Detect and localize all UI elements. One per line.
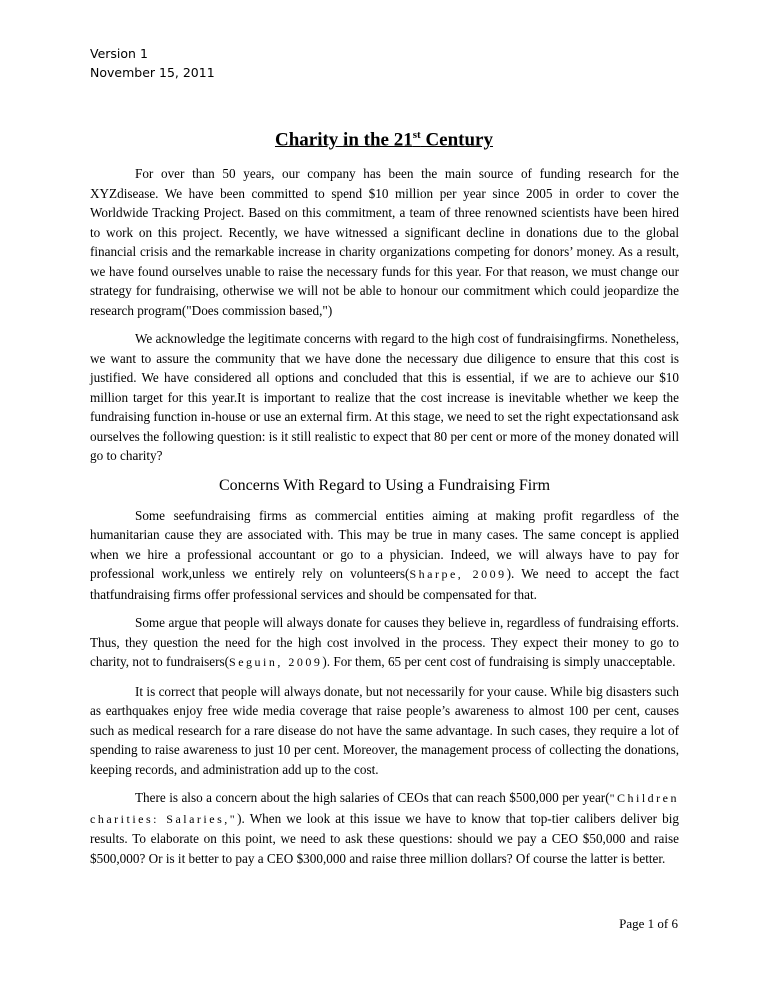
citation-seguin: Seguin, 2009 xyxy=(229,655,323,669)
title-text-post: Century xyxy=(420,129,493,151)
paragraph-6-text: There is also a concern about the high salaries of CEOs that can reach $500,000 per year( xyxy=(135,790,610,805)
paragraph-4 xyxy=(90,613,679,673)
paragraph-4-text: Some argue that people will always donate for causes they believe in, regardless of fundraising efforts. Thus, they question the need for the high cost involved in the process. They expect their money to go to charity, not to fundraisers( xyxy=(90,615,679,669)
section-heading: Concerns With Regard to Using a Fundraising Firm xyxy=(218,476,551,494)
page-number: Page 1 of 6 xyxy=(619,916,678,931)
document-header xyxy=(90,44,215,82)
paragraph-5: It is correct that people will always donate, but not necessarily for your cause. While big disasters such as earthquakes enjoy free wide media coverage that raise people’s awareness to almost 100 per cent, causes such as medical research for a rare disease do not have the same advantage. In such cases, they require a lot of spending to raise awareness to just 10 per cent. Moreover, the management process of collecting the donations, keeping records, and administration add up to the cost. xyxy=(90,683,679,777)
title-text-pre: Charity in the 21 xyxy=(274,129,413,151)
page-title xyxy=(0,129,768,151)
document-body xyxy=(90,164,679,877)
paragraph-2: We acknowledge the legitimate concerns with regard to the high cost of fundraisingfirms. Nonetheless, we want to assure the community that we have done the necessary due diligence to ensure that this cost is justified. We have considered all options and concluded that this is essential, if we are to achieve our $10 million target for this year.It is important to realize that the cost increase is inevitable whether we keep the fundraising function in-house or use an external firm. At this stage, we need to set the right expectationsand ask ourselves the following question: is it still realistic to expect that 80 per cent or more of the money donated will go to charity? xyxy=(90,331,679,463)
paragraph-6 xyxy=(90,788,679,868)
paragraph-1: For over than 50 years, our company has been the main source of funding research for the XYZdisease. We have been committed to spend $10 million per year since 2005 in order to cover the Worldwide Tracking Project. Based on this commitment, a team of three renowned scientists have been hired to work on this project. Recently, we have witnessed a significant decline in donations due to the global financial crisis and the remarkable increase in charity organizations competing for donors’ money. As a result, we have found ourselves unable to raise the necessary funds for this year. For that reason, we must change our strategy for fundraising, otherwise we will not be able to honour our commitment which could jeopardize the research program("Does commission based,") xyxy=(90,166,679,318)
paragraph-3-text: Some seefundraising firms as commercial entities aiming at making profit regardless of the humanitarian cause they are associated with. This may be true in many cases. The same concept is applied when we hire a professional accountant or go to a physician. Indeed, we will always have to pay for professional work,unless we entirely rely on volunteers( xyxy=(90,507,679,581)
paragraph-6-text-end: ). When we look at this issue we have to know that top-tier calibers deliver big results. To elaborate on this point, we need to ask these questions: should we pay a CEO $50,000 and raise $500,000? Or is it better to pay a CEO $300,000 and raise three million dollars? Of course the latter is better. xyxy=(90,810,679,866)
paragraph-3 xyxy=(90,506,679,605)
paragraph-4-text-end: ). For them, 65 per cent cost of fundraising is simply unacceptable. xyxy=(322,654,676,669)
date-label: November 15, 2011 xyxy=(90,65,215,80)
version-label: Version 1 xyxy=(90,46,148,61)
paragraph-3-text-end: ). We need to accept the fact thatfundraising firms offer professional services and should be compensated for that. xyxy=(90,566,679,602)
citation-sharpe: Sharpe, 2009 xyxy=(409,567,507,581)
citation-children-charities: "Children charities: Salaries," xyxy=(90,791,679,826)
title-superscript: st xyxy=(412,129,421,141)
